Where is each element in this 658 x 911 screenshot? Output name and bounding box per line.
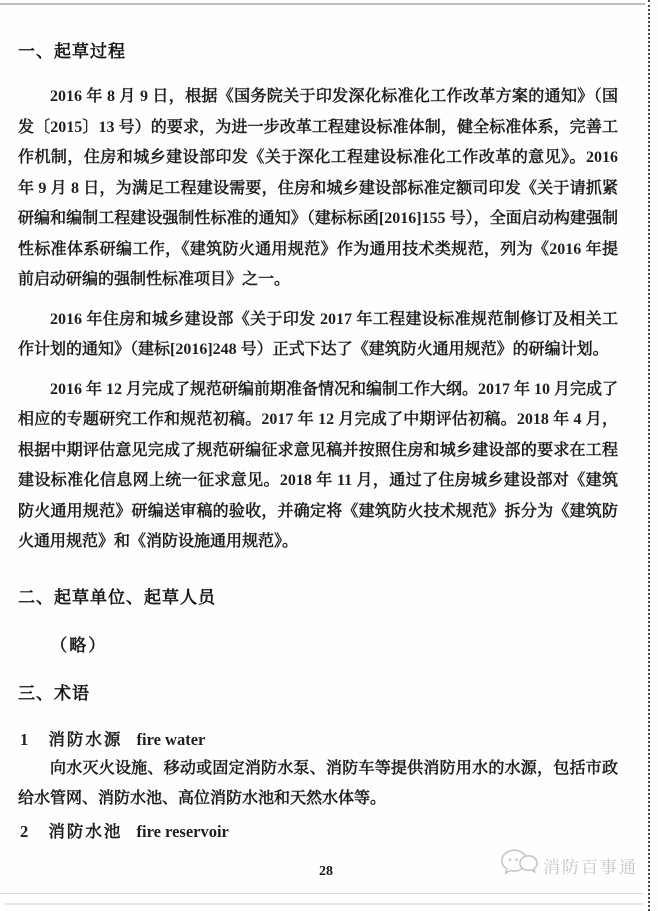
omitted-note: （略）	[50, 635, 108, 655]
section-1-paragraph-1: 2016 年 8 月 9 日，根据《国务院关于印发深化标准化工作改革方案的通知》（国发〔2015〕13 号）的要求，为进一步改革工程建设标准体制，健全标准体系，完善工作机制，住房和城乡建设部印发《关于深化工程建设标准化工作改革的意见》。2016 年 9 月 8 日，为满足工程建设需要，住房和城乡建设部标准定额司印发《关于请抓紧研编和编制工程建设强制性标准的通知》（建标标函[2016]155 号），全面启动构建强制性标准体系研编工作，《建筑防火通用规范》作为通用技术类规范，列为《2016 年提前启动研编的强制性标准项目》之一。	[18, 88, 618, 288]
term-1-chinese: 消防水源	[48, 729, 123, 749]
section-3-heading: 三、术语	[18, 683, 90, 703]
page-number: 28	[319, 864, 333, 879]
section-2-heading: 二、起草单位、起草人员	[18, 587, 216, 607]
watermark-text: 消防百事通	[543, 857, 638, 877]
next-page-top-line	[5, 903, 643, 905]
term-item-1	[18, 728, 618, 752]
section-1-paragraph-3: 2016 年 12 月完成了规范研编前期准备情况和编制工作大纲。2017 年 10 月完成了相应的专题研究工作和规范初稿。2017 年 12 月完成了中期评估初稿。2018 年 4 月，根据中期评估意见完成了规范研编征求意见稿并按照住房和城乡建设部的要求在工程建设标准化信息网上统一征求意见。2018 年 11 月，通过了住房城乡建设部对《建筑防火通用规范》研编送审稿的验收，并确定将《建筑防火技术规范》拆分为《建筑防火通用规范》和《消防设施通用规范》。	[18, 380, 619, 550]
section-1-paragraph-2: 2016 年住房和城乡建设部《关于印发 2017 年工程建设标准规范制修订及相关工作计划的通知》（建标[2016]248 号）正式下达了《建筑防火通用规范》的研编计划。	[18, 310, 618, 358]
term-1-number: 1	[20, 729, 29, 749]
term-2-chinese: 消防水池	[48, 821, 123, 841]
term-1-english: fire water	[136, 729, 206, 749]
page-edge-dotted-border	[648, 0, 650, 911]
chat-bubbles-icon	[500, 848, 538, 882]
term-2-number: 2	[20, 821, 29, 841]
term-item-2	[18, 820, 618, 844]
page-separator-line	[0, 893, 643, 894]
watermark	[500, 848, 638, 882]
term-2-english: fire reservoir	[136, 821, 229, 841]
term-1-definition: 向水灭火设施、移动或固定消防水泵、消防车等提供消防用水的水源，包括市政给水管网、消防水池、高位消防水池和天然水体等。	[18, 759, 618, 807]
section-1-heading: 一、起草过程	[18, 42, 126, 61]
